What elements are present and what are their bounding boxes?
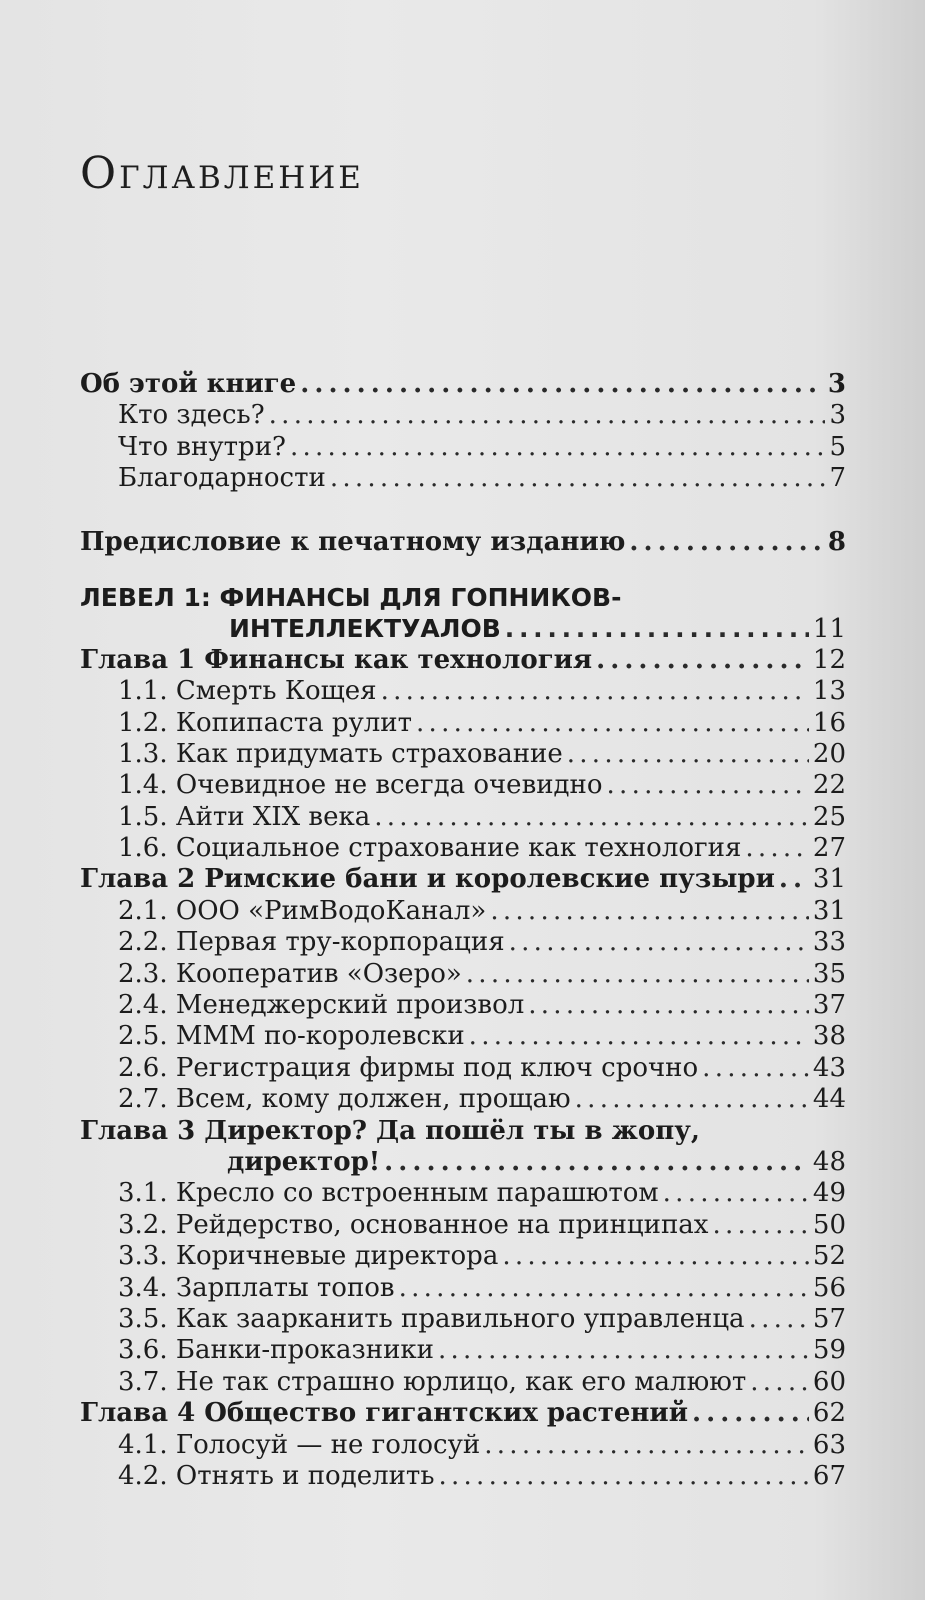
toc-entry[interactable]: 3.3. Коричневые директора . . . 52 — [80, 1241, 846, 1272]
toc-entry[interactable]: 2.6. Регистрация фирмы под ключ срочно . . . 43 — [80, 1053, 846, 1084]
toc-entry[interactable]: 3.7. Не так страшно юрлицо, как его малюют . . . 60 — [80, 1367, 846, 1398]
toc-entry[interactable]: 1.2. Копипаста рулит . . . 16 — [80, 708, 846, 739]
toc-level-heading-cont[interactable]: ИНТЕЛЛЕКТУАЛОВ . . . 11 — [80, 613, 846, 644]
toc-chapter-2[interactable]: Глава 2 Римские бани и королевские пузыри . . . 31 — [80, 864, 846, 895]
toc-entry[interactable]: 1.5. Айти XIX века . . . 25 — [80, 802, 846, 833]
table-of-contents — [80, 369, 846, 1492]
toc-chapter-3[interactable]: Глава 3 Директор? Да пошёл ты в жопу, — [80, 1115, 700, 1146]
toc-entry[interactable]: 2.4. Менеджерский произвол . . . 37 — [80, 990, 846, 1021]
toc-chapter-4[interactable]: Глава 4 Общество гигантских растений . . . 62 — [80, 1398, 846, 1429]
toc-entry[interactable]: 2.1. ООО «РимВодоКанал» . . . 31 — [80, 896, 846, 927]
toc-entry[interactable]: 2.5. МММ по-королевски . . . 38 — [80, 1021, 846, 1052]
toc-entry[interactable]: 4.1. Голосуй — не голосуй . . . 63 — [80, 1430, 846, 1461]
toc-entry[interactable]: 2.3. Кооператив «Озеро» . . . 35 — [80, 959, 846, 990]
page-title: Оглавление — [80, 148, 364, 199]
toc-entry[interactable]: 3.2. Рейдерство, основанное на принципах . . . 50 — [80, 1210, 846, 1241]
toc-entry[interactable]: 2.7. Всем, кому должен, прощаю . . . 44 — [80, 1084, 846, 1115]
toc-entry[interactable]: Благодарности . . . 7 — [80, 463, 846, 494]
toc-entry[interactable]: 3.4. Зарплаты топов . . . 56 — [80, 1273, 846, 1304]
toc-entry-preface[interactable]: Предисловие к печатному изданию . . . 8 — [80, 527, 846, 558]
toc-entry-about[interactable]: Об этой книге . . . 3 — [80, 369, 846, 400]
toc-level-heading[interactable]: ЛЕВЕЛ 1: ФИНАНСЫ ДЛЯ ГОПНИКОВ- — [80, 582, 622, 612]
toc-entry[interactable]: 3.6. Банки-проказники . . . 59 — [80, 1335, 846, 1366]
toc-entry[interactable]: 3.5. Как заарканить правильного управленца . . . 57 — [80, 1304, 846, 1335]
toc-entry[interactable]: 1.4. Очевидное не всегда очевидно . . . 22 — [80, 770, 846, 801]
toc-entry[interactable]: 3.1. Кресло со встроенным парашютом . . . 49 — [80, 1178, 846, 1209]
toc-entry[interactable]: Кто здесь? . . . 3 — [80, 400, 846, 431]
toc-entry[interactable]: 1.3. Как придумать страхование . . . 20 — [80, 739, 846, 770]
toc-chapter-1[interactable]: Глава 1 Финансы как технология . . . 12 — [80, 645, 846, 676]
toc-entry[interactable]: 1.1. Смерть Кощея . . . 13 — [80, 676, 846, 707]
toc-entry[interactable]: 1.6. Социальное страхование как технология . . . 27 — [80, 833, 846, 864]
toc-entry[interactable]: 4.2. Отнять и поделить . . . 67 — [80, 1461, 846, 1492]
toc-chapter-3-cont[interactable]: директор! . . . 48 — [80, 1147, 846, 1178]
toc-entry[interactable]: 2.2. Первая тру-корпорация . . . 33 — [80, 927, 846, 958]
toc-entry[interactable]: Что внутри? . . . 5 — [80, 432, 846, 463]
